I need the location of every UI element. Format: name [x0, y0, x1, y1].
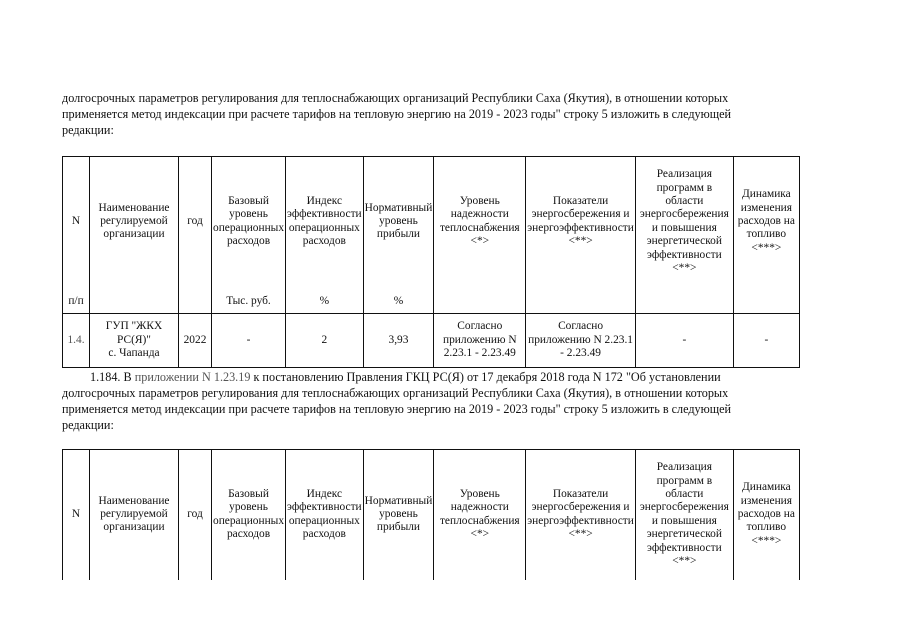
paragraph-intro	[62, 90, 843, 138]
header-year: год	[179, 450, 212, 580]
tariff-table-2	[62, 449, 800, 580]
unit-norm: %	[363, 287, 434, 314]
text-fragment: к постановлению Правления ГКЦ РС(Я) от 17 декабря 2018 года N 172 "Об установлении	[253, 370, 721, 384]
cell-name-line: РС(Я)"	[117, 333, 151, 346]
header-realization: Реализация программ в области энергосбережения и повышения энергетической эффективности <**>	[635, 450, 733, 580]
paragraph-line: долгосрочных параметров регулирования для теплоснабжающих организаций Республики Саха (Якутия), в отношении которых	[62, 386, 729, 400]
cell-base: -	[212, 314, 286, 368]
header-index: Индекс эффективности операционных расходов	[286, 157, 364, 287]
table-row	[63, 314, 800, 368]
header-norm: Нормативный уровень прибыли	[363, 450, 434, 580]
header-base: Базовый уровень операционных расходов	[212, 157, 286, 287]
paragraph-line: применяется метод индексации при расчете тарифов на тепловую энергию на 2019 - 2023 годы" строку 5 изложить в следующей	[62, 402, 732, 416]
cell-name-line: с. Чапанда	[108, 347, 160, 360]
header-name: Наименование регулируемой организации	[90, 157, 179, 287]
unit-empty	[526, 287, 636, 314]
paragraph-line: долгосрочных параметров регулирования для теплоснабжающих организаций Республики Саха (Якутия), в отношении которых	[62, 91, 729, 105]
unit-empty	[733, 287, 799, 314]
unit-n: п/п	[63, 287, 90, 314]
unit-empty	[635, 287, 733, 314]
text-fragment: В	[123, 370, 132, 384]
clause-number: 1.184.	[90, 370, 121, 384]
cell-n: 1.4.	[63, 314, 90, 368]
paragraph-line: редакции:	[62, 418, 114, 432]
header-n: N	[63, 450, 90, 580]
header-reliability: Уровень надежности теплоснабжения <*>	[434, 157, 526, 287]
paragraph-line	[62, 369, 843, 385]
header-n: N	[63, 157, 90, 287]
cell-dynamics: -	[733, 314, 799, 368]
header-year: год	[179, 157, 212, 287]
header-reliability: Уровень надежности теплоснабжения <*>	[434, 450, 526, 580]
cell-year: 2022	[179, 314, 212, 368]
cell-energy: Согласно приложению N 2.23.1 - 2.23.49	[526, 314, 636, 368]
cell-reliability: Согласно приложению N 2.23.1 - 2.23.49	[434, 314, 526, 368]
cell-realization: -	[635, 314, 733, 368]
cell-norm: 3,93	[363, 314, 434, 368]
cell-index: 2	[286, 314, 364, 368]
tariff-table-1	[62, 156, 800, 368]
unit-base: Тыс. руб.	[212, 287, 286, 314]
paragraph-line: применяется метод индексации при расчете тарифов на тепловую энергию на 2019 - 2023 годы" строку 5 изложить в следующей	[62, 107, 732, 121]
paragraph-line: редакции:	[62, 123, 114, 137]
appendix-link[interactable]: приложении N 1.23.19	[134, 370, 251, 384]
header-dynamics: Динамика изменения расходов на топливо <***>	[733, 157, 799, 287]
header-norm: Нормативный уровень прибыли	[363, 157, 434, 287]
unit-empty	[434, 287, 526, 314]
header-energy: Показатели энергосбережения и энергоэффективности <**>	[526, 157, 636, 287]
paragraph-amendment	[62, 369, 843, 433]
header-dynamics: Динамика изменения расходов на топливо <***>	[733, 450, 799, 580]
cell-name-line: ГУП "ЖКХ	[105, 320, 163, 333]
unit-empty	[179, 287, 212, 314]
unit-empty	[90, 287, 179, 314]
header-realization: Реализация программ в области энергосбережения и повышения энергетической эффективности <**>	[635, 157, 733, 287]
cell-name	[90, 314, 179, 368]
header-base: Базовый уровень операционных расходов	[212, 450, 286, 580]
header-name: Наименование регулируемой организации	[90, 450, 179, 580]
unit-index: %	[286, 287, 364, 314]
header-index: Индекс эффективности операционных расходов	[286, 450, 364, 580]
header-energy: Показатели энергосбережения и энергоэффективности <**>	[526, 450, 636, 580]
